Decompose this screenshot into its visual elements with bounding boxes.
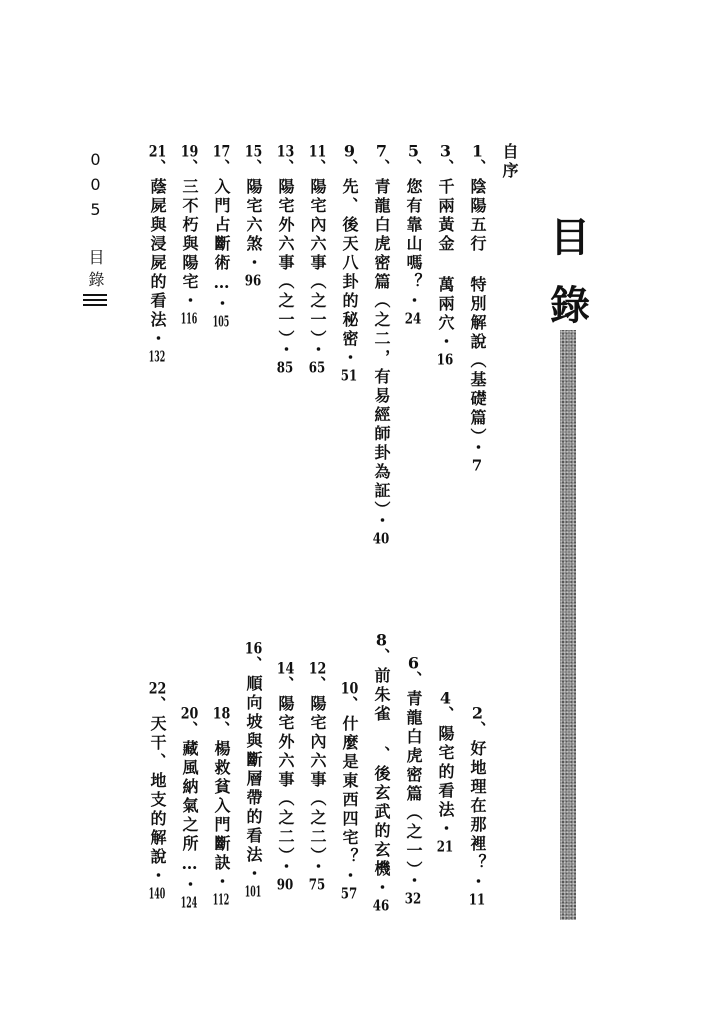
toc-entry-number: 19 — [180, 143, 199, 159]
toc-entry — [274, 143, 296, 375]
toc-entry — [274, 660, 296, 892]
toc-entry-number: 9 — [343, 143, 356, 159]
toc-entry-page: 140 — [148, 886, 166, 901]
toc-entry-page: 11 — [468, 892, 486, 907]
preface-label: 自序 — [500, 143, 519, 181]
toc-entry-page: 46 — [372, 898, 390, 913]
toc-entry-page: 32 — [404, 891, 422, 906]
toc-entry — [466, 143, 488, 473]
toc-entry-number: 15 — [244, 143, 263, 159]
toc-entry-page: 57 — [340, 886, 358, 901]
page-number: 005 — [86, 150, 105, 225]
toc-entry-title: 、藏風納氣之所…・ — [180, 721, 199, 895]
toc-entry-title: 、蔭屍與浸屍的看法・ — [148, 159, 167, 349]
toc-entry — [370, 143, 392, 546]
toc-entry-title: 、順向坡與斷層帶的看法・ — [244, 656, 263, 884]
toc-entry — [146, 143, 168, 364]
toc-entry — [242, 143, 264, 288]
toc-entry — [210, 143, 232, 329]
toc-entry — [306, 660, 328, 892]
toc-entry-number: 18 — [212, 705, 231, 721]
toc-entry-number: 16 — [244, 640, 263, 656]
toc-entry — [434, 143, 456, 367]
toc-title-char-1: 目 — [550, 214, 590, 261]
toc-entry-number: 20 — [180, 705, 199, 721]
toc-entry-title: 、天干、地支的解說・ — [148, 696, 167, 886]
toc-entry-number: 2 — [471, 705, 484, 721]
toc-entry-page: 112 — [212, 892, 230, 907]
toc-entry — [178, 143, 200, 326]
toc-entry-title: 、陽宅六煞・ — [244, 159, 263, 273]
toc-entry-number: 1 — [471, 143, 484, 159]
toc-entry-title: 、您有靠山嗎？・ — [404, 159, 423, 311]
toc-entry-title: 、入門占斷術…・ — [212, 159, 231, 314]
toc-entry-title: 、千兩黃金 萬兩穴・ — [436, 159, 455, 352]
toc-entry-title: 、先、後天八卦的秘密・ — [340, 159, 359, 368]
toc-entry-number: 12 — [308, 660, 327, 676]
toc-entry — [306, 143, 328, 375]
toc-entry — [434, 690, 456, 854]
toc-entry — [402, 655, 424, 906]
toc-entry-title: 、楊救貧入門斷訣・ — [212, 721, 231, 892]
toc-entry-page: 96 — [244, 273, 262, 288]
toc-entry-number: 8 — [375, 632, 388, 648]
toc-entry-page: 132 — [148, 349, 166, 364]
toc-entry-number: 6 — [407, 655, 420, 671]
toc-entry-page: 116 — [180, 311, 198, 326]
toc-entry — [402, 143, 424, 326]
toc-entry-number: 21 — [148, 143, 167, 159]
toc-entry-title: 、陽宅內六事（之二）・ — [308, 676, 327, 877]
toc-entry — [178, 705, 200, 910]
toc-entry — [210, 705, 232, 907]
toc-entry-title: 、陰陽五行 特別解說（基礎篇）・ — [468, 159, 487, 458]
toc-entry-title: 、前朱雀 、後玄武的玄機・ — [372, 648, 391, 898]
toc-entry-title: 、陽宅的看法・ — [436, 706, 455, 839]
toc-entry-page: 24 — [404, 311, 422, 326]
toc-entry-title: 、三不朽與陽宅・ — [180, 159, 199, 311]
toc-entry-number: 10 — [340, 680, 359, 696]
toc-entry-page: 85 — [276, 360, 294, 375]
toc-entry-page: 105 — [212, 314, 230, 329]
toc-entry-number: 22 — [148, 680, 167, 696]
toc-entry-number: 17 — [212, 143, 231, 159]
toc-entry-title: 、什麼是東西四宅？・ — [340, 696, 359, 886]
toc-entry-title: 、陽宅內六事（之一）・ — [308, 159, 327, 360]
toc-entry-page: 101 — [244, 884, 262, 899]
toc-entry-title: 、陽宅外六事（之二）・ — [276, 676, 295, 877]
toc-entry-number: 3 — [439, 143, 452, 159]
toc-entry-title: 、青龍白虎密篇（之二，有易經師卦為証）・ — [372, 159, 391, 531]
toc-entry-page: 40 — [372, 531, 390, 546]
decorative-stipple-band — [560, 330, 576, 920]
toc-entry-page: 65 — [308, 360, 326, 375]
toc-entry — [146, 680, 168, 901]
toc-entry-number: 13 — [276, 143, 295, 159]
toc-entry-number: 4 — [439, 690, 452, 706]
toc-entry-number: 11 — [308, 143, 327, 159]
toc-entry-page: 7 — [471, 458, 483, 473]
toc-entry-page: 21 — [436, 839, 454, 854]
toc-entry-page: 124 — [180, 895, 198, 910]
toc-entry-number: 7 — [375, 143, 388, 159]
page-footer — [84, 150, 106, 293]
footer-section-label: 目錄 — [86, 249, 105, 293]
toc-entry — [338, 143, 360, 383]
toc-entry-number: 14 — [276, 660, 295, 676]
toc-entry-number: 5 — [407, 143, 420, 159]
toc-entry — [338, 680, 360, 901]
toc-entry-title: 、陽宅外六事（之一）・ — [276, 159, 295, 360]
footer-rule-lines — [83, 294, 107, 307]
toc-entry — [466, 705, 488, 907]
toc-entry — [370, 632, 392, 913]
toc-title-char-2: 錄 — [550, 282, 590, 329]
toc-entry-title: 、青龍白虎密篇（之一）・ — [404, 671, 423, 891]
toc-entry-title: 、好地理在那裡？・ — [468, 721, 487, 892]
toc-entry — [242, 640, 264, 899]
toc-entry-page: 90 — [276, 877, 294, 892]
toc-entry-page: 51 — [340, 368, 358, 383]
toc-entry-page: 75 — [308, 877, 326, 892]
toc-entry-page: 16 — [436, 352, 454, 367]
